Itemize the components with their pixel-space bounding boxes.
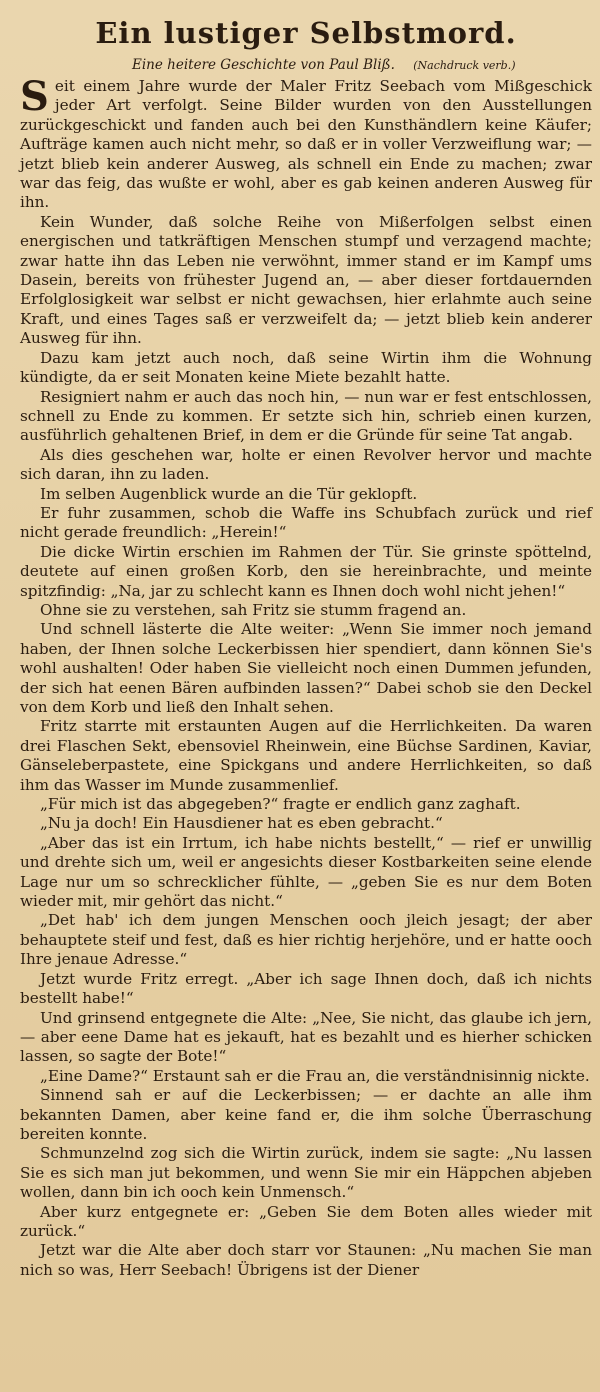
paragraph: Im selben Augenblick wurde an die Tür geklopft. [40, 484, 418, 503]
paragraph: Schmunzelnd zog sich die Wirtin zurück, indem sie sagte: „Nu lassen Sie es sich man jut bekommen, und wenn Sie mir ein Häppchen abjeben wollen, dann bin ich ooch kein Unmensch.“ [20, 1144, 592, 1202]
paragraph: Die dicke Wirtin erschien im Rahmen der Tür. Sie grinste spöttelnd, deutete auf einen großen Korb, den sie hereinbrachte, und meinte spitzfindig: „Na, jar zu schlecht kann es Ihnen doch wohl nicht jehen!“ [20, 542, 592, 600]
paragraph: „Det hab' ich dem jungen Menschen ooch jleich jesagt; der aber behauptete steif und fest, daß es hier richtig herjehöre, und er hatte ooch Ihre jenaue Adresse.“ [20, 911, 592, 969]
paragraph: Seit einem Jahre wurde der Maler Fritz Seebach vom Mißgeschick jeder Art verfolgt. Seine Bilder wurden von den Ausstellungen zurückgeschickt und fanden auch bei den Kunsthändlern keine Käufer; Aufträge kamen auch nicht mehr, so daß er in voller Verzweiflung war; — jetzt blieb kein anderer Ausweg, als schnell ein Ende zu machen; zwar war das feig, das wußte er wohl, aber es gab keinen anderen Ausweg für ihn. [20, 73, 592, 212]
paragraph: „Eine Dame?“ Erstaunt sah er die Frau an, die verständnisinnig nickte. [40, 1066, 590, 1085]
paragraph: Kein Wunder, daß solche Reihe von Mißerfolgen selbst einen energischen und tatkräftigen Menschen stumpf und verzagend machte; zwar hatte ihn das Leben nie verwöhnt, immer stand er im Kampf ums Dasein, bereits von frühester Jugend an, — aber dieser fortdauernden Erfolglosigkeit war selbst er nicht gewachsen, hier erlahmte auch seine Kraft, und eines Tages saß er verzweifelt da; — jetzt blieb kein anderer Ausweg für ihn. [20, 212, 592, 348]
article-title: Ein lustiger Selbstmord. [95, 16, 517, 50]
article-body [20, 73, 592, 1280]
paragraph: Er fuhr zusammen, schob die Waffe ins Schubfach zurück und rief nicht gerade freundlich: „Herein!“ [20, 503, 592, 542]
paragraph: Jetzt wurde Fritz erregt. „Aber ich sage Ihnen doch, daß ich nichts bestellt habe!“ [20, 969, 592, 1008]
paragraph: Und schnell lästerte die Alte weiter: „Wenn Sie immer noch jemand haben, der Ihnen solche Leckerbissen hier spendiert, dann können Sie's wohl aushalten! Oder haben Sie vielleicht noch einen Dummen jefunden, der sich hat eenen Bären aufbinden lassen?“ Dabei schob sie den Deckel von dem Korb und ließ den Inhalt sehen. [20, 620, 592, 716]
paragraph: Als dies geschehen war, holte er einen Revolver hervor und machte sich daran, ihn zu laden. [20, 445, 592, 484]
paragraph: „Nu ja doch! Ein Hausdiener hat es eben gebracht.“ [40, 814, 443, 833]
paragraph: Ohne sie zu verstehen, sah Fritz sie stumm fragend an. [40, 600, 467, 619]
byline-text: Eine heitere Geschichte von Paul Bliß. [132, 57, 395, 73]
paragraph: Resigniert nahm er auch das noch hin, — nun war er fest entschlossen, schnell zu Ende zu kommen. Er setzte sich hin, schrieb einen kurzen, ausführlich gehaltenen Brief, in dem er die Gründe für seine Tat angab. [20, 387, 592, 445]
paragraph: Und grinsend entgegnete die Alte: „Nee, Sie nicht, das glaube ich jern, — aber eene Dame hat es jekauft, hat es bezahlt und es hierher schicken lassen, so sagte der Bote!“ [20, 1008, 592, 1066]
paragraph: „Für mich ist das abgegeben?“ fragte er endlich ganz zaghaft. [40, 795, 521, 814]
paragraph: Sinnend sah er auf die Leckerbissen; — er dachte an alle ihm bekannten Damen, aber keine fand er, die ihm solche Überraschung bereiten konnte. [20, 1086, 592, 1143]
reprint-note: (Nachdruck verb.) [413, 59, 516, 72]
page-edge-shade [0, 1362, 600, 1392]
drop-cap: S [20, 73, 49, 120]
paragraph: Dazu kam jetzt auch noch, daß seine Wirtin ihm die Wohnung kündigte, da er seit Monaten keine Miete bezahlt hatte. [20, 348, 592, 387]
paragraph: Jetzt war die Alte aber doch starr vor Staunen: „Nu machen Sie man nich so was, Herr Seebach! Übrigens ist der Diener [20, 1241, 592, 1279]
paragraph: Aber kurz entgegnete er: „Geben Sie dem Boten alles wieder mit zurück.“ [20, 1202, 592, 1240]
paragraph: Fritz starrte mit erstaunten Augen auf die Herrlichkeiten. Da waren drei Flaschen Sekt, ebensoviel Rheinwein, eine Büchse Sardinen, Kaviar, Gänseleberpastete, eine Spickgans und andere Herrlichkeiten, so daß ihm das Wasser im Munde zusammenlief. [20, 717, 592, 794]
paragraph: „Aber das ist ein Irrtum, ich habe nichts bestellt,“ — rief er unwillig und drehte sich um, weil er angesichts dieser Kostbarkeiten seine elende Lage nur um so schrecklicher fühlte, — „geben Sie es nur dem Boten wieder mit, mir gehört das nicht.“ [20, 833, 592, 911]
article-byline [132, 56, 592, 75]
